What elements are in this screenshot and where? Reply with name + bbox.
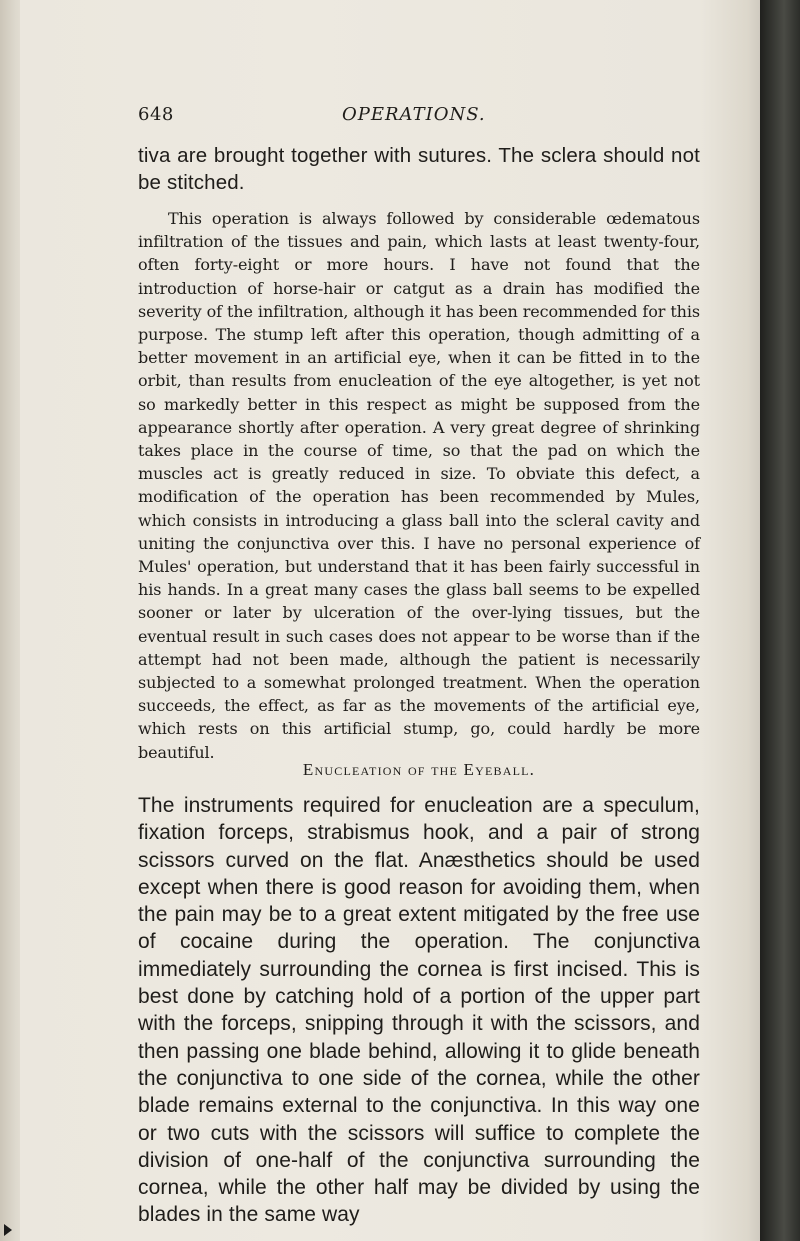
page-number: 648	[138, 104, 174, 125]
running-title: OPERATIONS.	[342, 104, 486, 125]
body-paragraph: This operation is always followed by considerable œdematous infiltration of the tissues and pain, which lasts at least twenty-four, often forty-eight or more hours. I have not found that the introduction of horse-hair or catgut as a drain has modified the severity of the infiltration, although it has been recommended for this purpose. The stump left after this operation, though admitting of a better movement in an artificial eye, when it can be fitted in to the orbit, than results from enucleation of the eye altogether, is yet not so markedly better in this respect as might be supposed from the appearance shortly after operation. A very great degree of shrinking takes place in the course of time, so that the pad on which the muscles act is greatly reduced in size. To obviate this defect, a modification of the operation has been recommended by Mules, which consists in introducing a glass ball into the scleral cavity and uniting the conjunctiva over this. I have no personal experience of Mules' operation, but understand that it has been fairly successful in his hands. In a great many cases the glass ball seems to be expelled sooner or later by ulceration of the over-lying tissues, but the eventual result in such cases does not appear to be worse than if the attempt had not been made, although the patient is necessarily subjected to a somewhat prolonged treatment. When the operation succeeds, the effect, as far as the movements of the artificial eye, which rests on this artificial stump, go, could hardly be more beautiful.	[138, 209, 700, 762]
book-binding-edge	[760, 0, 800, 1241]
continuation-paragraph: tiva are brought together with sutures. The sclera should not be stitched.	[138, 144, 700, 194]
margin-arrow-icon	[4, 1224, 12, 1236]
section-heading: Enucleation of the Eyeball.	[302, 760, 536, 779]
page-header	[138, 104, 700, 134]
section-paragraph: The instruments required for enucleation are a speculum, fixation forceps, strabismus hook, and a pair of strong scissors curved on the flat. Anæsthetics should be used except when there is good reason for avoiding them, when the pain may be to a great extent mitigated by the free use of cocaine during the operation. The conjunctiva immediately surrounding the cornea is first incised. This is best done by catching hold of a portion of the upper part with the forceps, snipping through it with the scissors, and then passing one blade behind, allowing it to glide beneath the conjunctiva to one side of the cornea, while the other blade remains external to the conjunctiva. In this way one or two cuts with the scissors will suffice to complete the division of one-half of the conjunctiva surrounding the cornea, while the other half may be divided by using the blades in the same way	[138, 794, 700, 1227]
left-page-edge	[0, 0, 20, 1241]
